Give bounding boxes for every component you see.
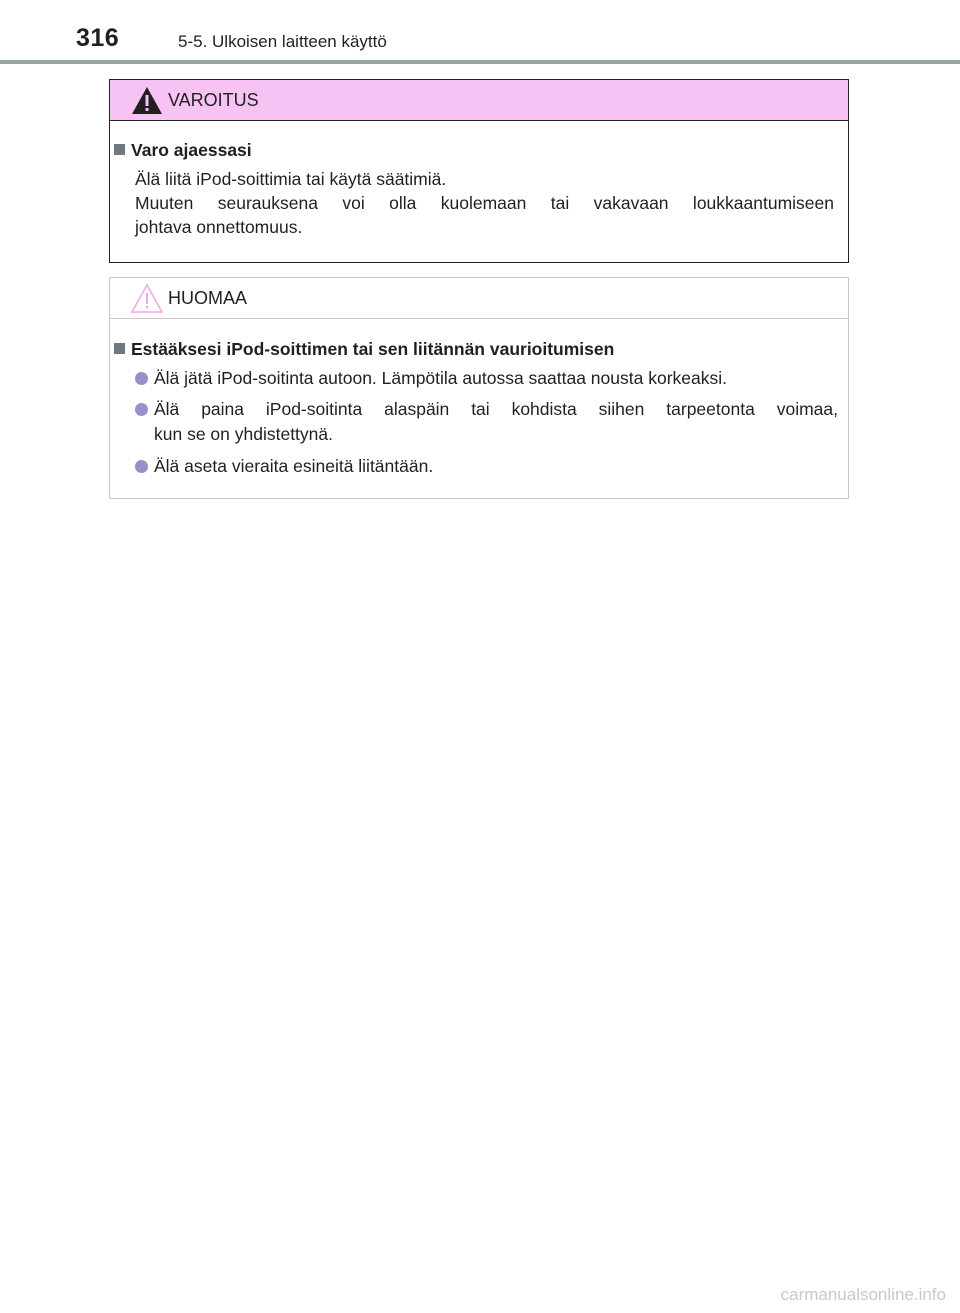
notice-label: HUOMAA — [168, 288, 248, 308]
warning-header — [110, 80, 848, 121]
square-bullet-icon — [114, 343, 125, 354]
page-header — [0, 0, 960, 66]
notice-header — [110, 278, 848, 319]
round-bullet-icon — [135, 460, 148, 473]
warning-label: VAROITUS — [168, 90, 259, 110]
warning-subheading: Varo ajaessasi — [114, 139, 252, 161]
round-bullet-icon — [135, 403, 148, 416]
notice-box: HUOMAA Estääksesi iPod-soittimen tai sen liitännän vaurioitumisen Älä jätä iPod-soitinta autoon. Lämpötila autossa saattaa nousta korkeaksi. Älä paina iPod-soitinta alaspäin tai kohdista siihen tarpeetonta voimaa, kun se on yhdistettynä. Älä aseta vieraita esineitä liitäntään. — [109, 277, 849, 499]
square-bullet-icon — [114, 144, 125, 155]
warning-text-line: johtava onnettomuus. — [135, 217, 303, 237]
round-bullet-icon — [135, 372, 148, 385]
warning-box — [109, 79, 849, 263]
header-divider — [0, 60, 960, 64]
warning-text-line: Muuten seurauksena voi olla kuolemaan tai vakavaan loukkaantumiseen — [135, 193, 834, 213]
caution-triangle-outline-icon — [130, 282, 164, 314]
section-title: 5-5. Ulkoisen laitteen käyttö — [178, 32, 387, 51]
watermark: carmanualsonline.info — [780, 1285, 946, 1304]
warning-triangle-icon — [130, 84, 164, 116]
warning-text-line: Älä liitä iPod-soittimia tai käytä säätimiä. — [135, 169, 447, 189]
notice-subheading: Estääksesi iPod-soittimen tai sen liitännän vaurioitumisen — [114, 338, 614, 360]
page-number: 316 — [76, 24, 120, 52]
